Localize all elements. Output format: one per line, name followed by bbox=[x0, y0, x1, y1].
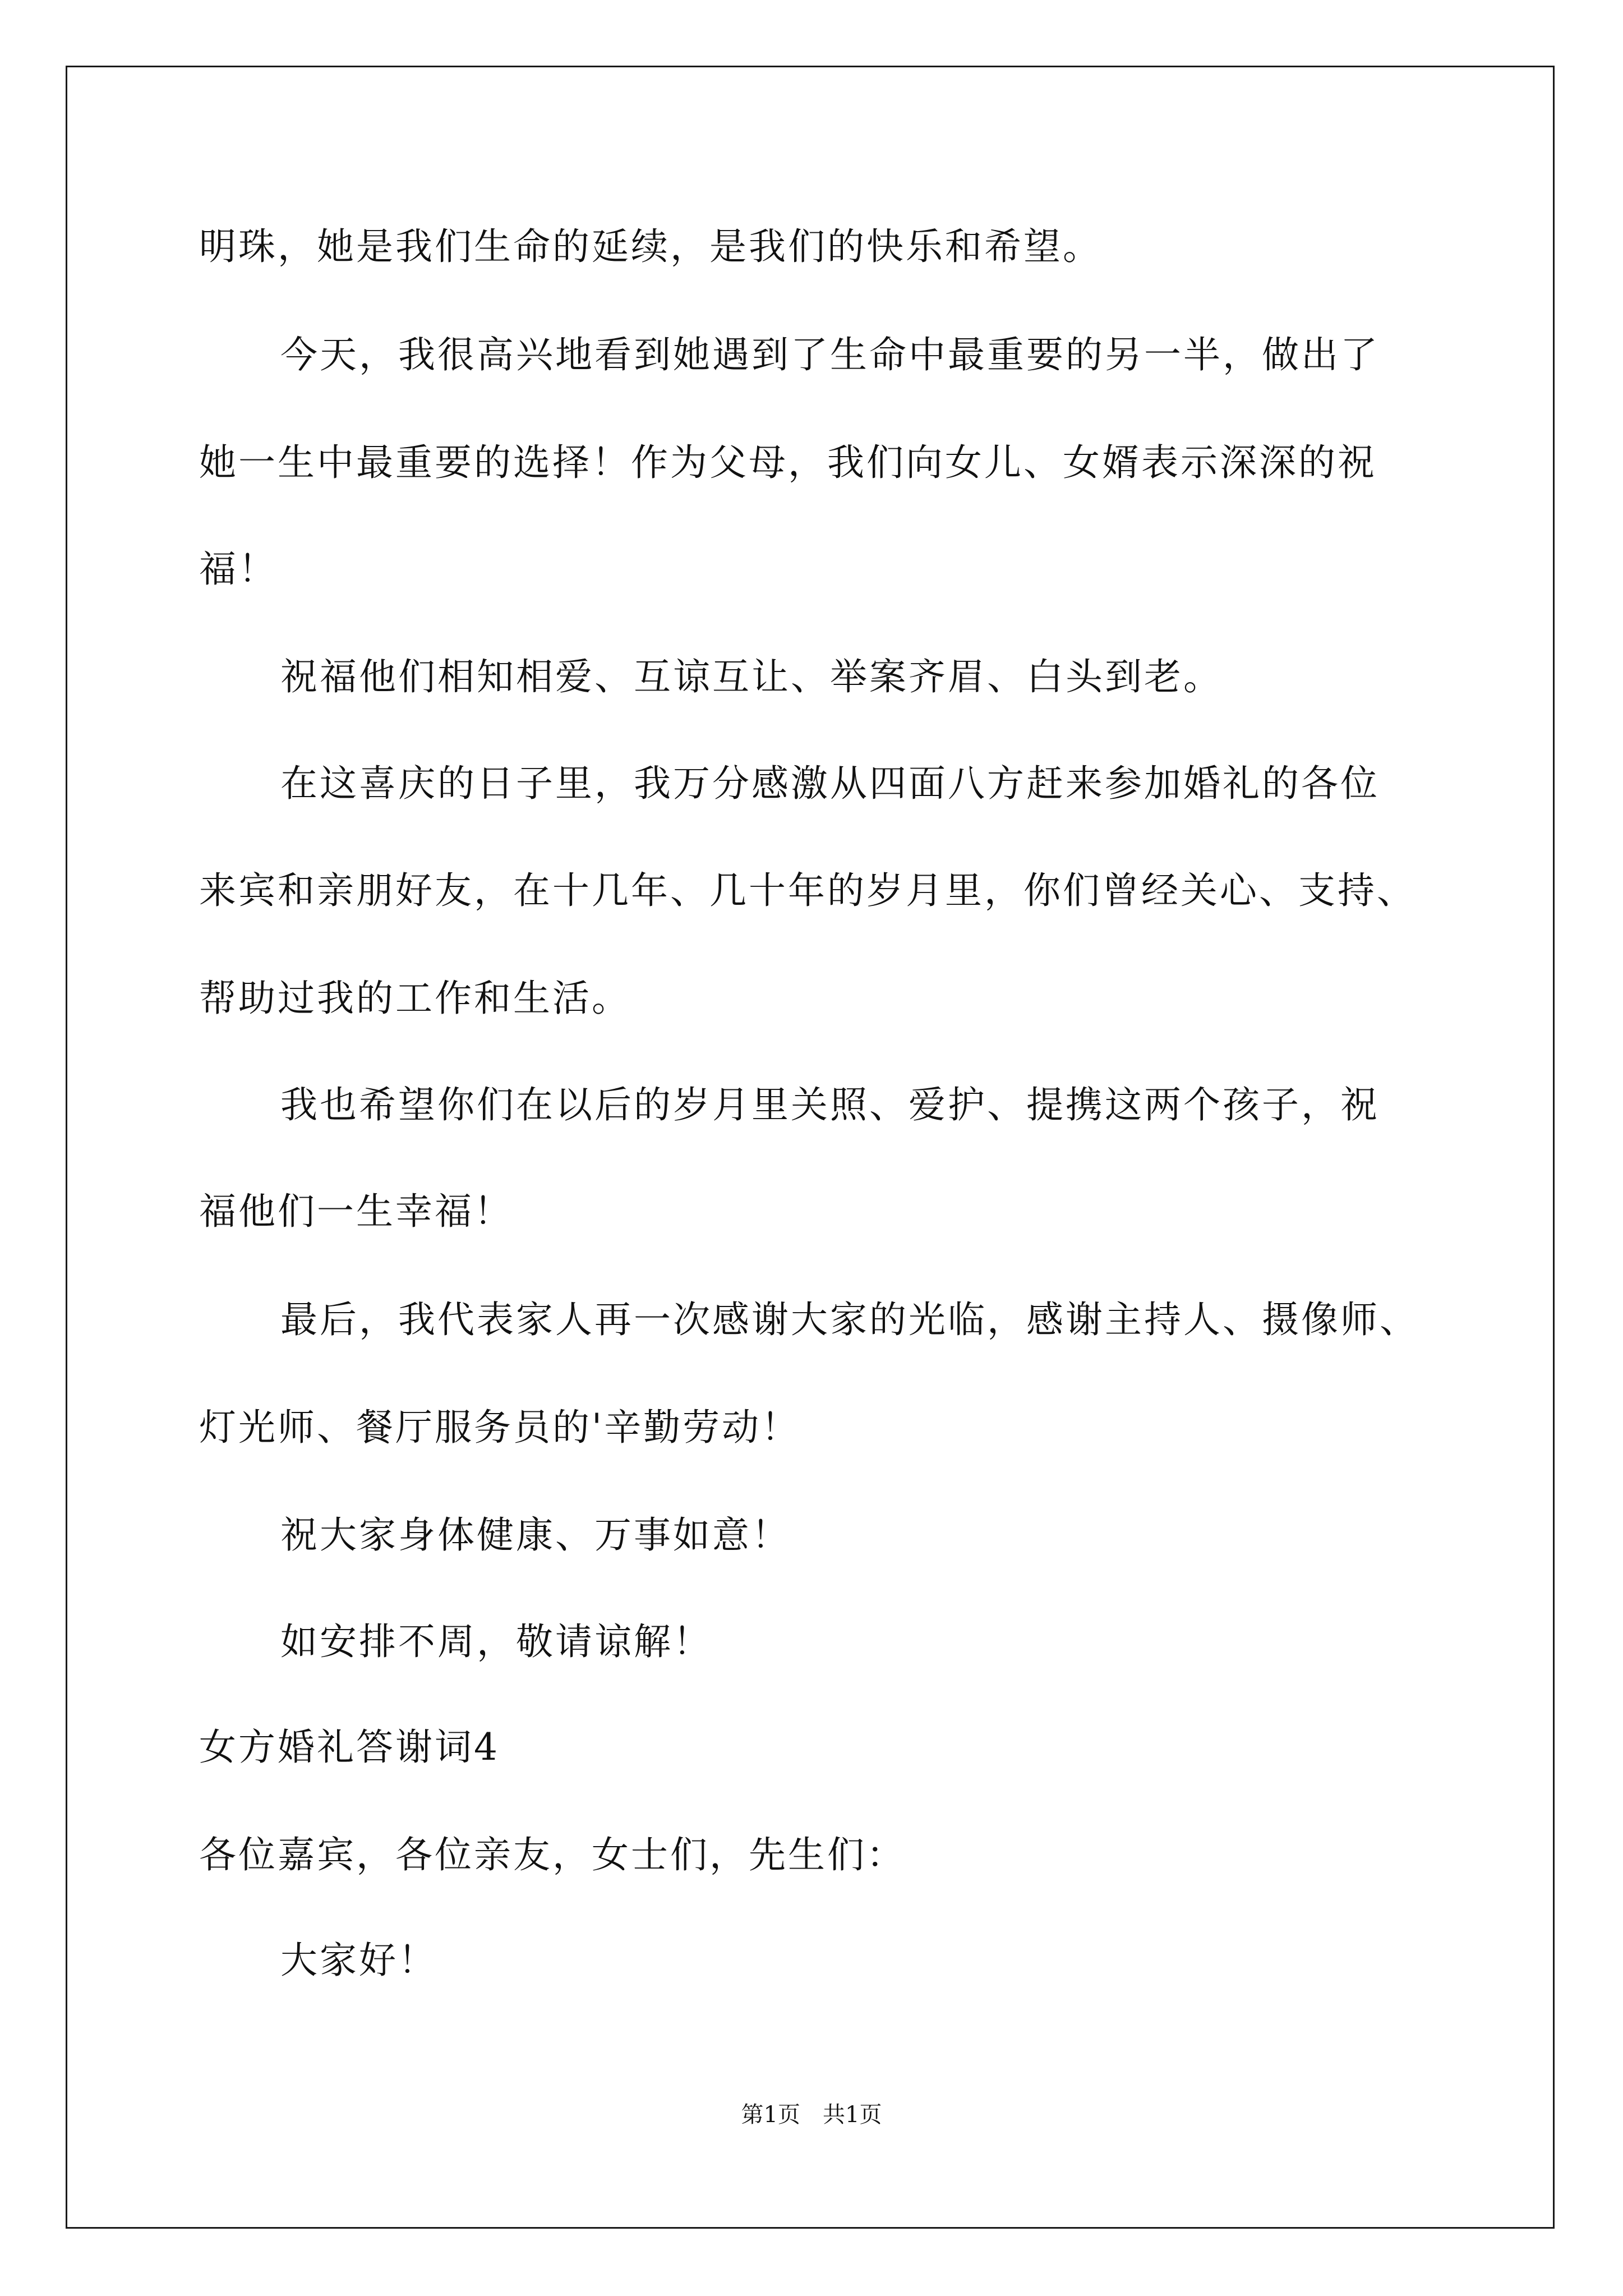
page-footer: 第1页 共1页 bbox=[741, 2102, 882, 2128]
salutation-line: 各位嘉宾，各位亲友，女士们，先生们： bbox=[199, 1833, 906, 1876]
paragraph-start-line: 今天，我很高兴地看到她遇到了生命中最重要的另一半，做出了 bbox=[280, 333, 1380, 376]
page-border bbox=[66, 66, 1555, 2229]
text-line: 福！ bbox=[199, 547, 278, 591]
paragraph-start-line: 祝福他们相知相爱、互谅互让、举案齐眉、白头到老。 bbox=[280, 655, 1223, 698]
paragraph-start-line: 我也希望你们在以后的岁月里关照、爱护、提携这两个孩子，祝 bbox=[280, 1083, 1380, 1126]
text-line: 来宾和亲朋好友，在十几年、几十年的岁月里，你们曾经关心、支持、 bbox=[199, 869, 1416, 912]
paragraph-start-line: 如安排不周，敬请谅解！ bbox=[280, 1620, 712, 1663]
section-heading: 女方婚礼答谢词4 bbox=[199, 1726, 500, 1769]
text-line: 她一生中最重要的选择！作为父母，我们向女儿、女婿表示深深的祝 bbox=[199, 441, 1377, 484]
text-line: 灯光师、餐厅服务员的'辛勤劳动！ bbox=[199, 1406, 801, 1449]
text-line: 帮助过我的工作和生活。 bbox=[199, 977, 631, 1020]
paragraph-start-line: 祝大家身体健康、万事如意！ bbox=[280, 1513, 791, 1557]
paragraph-start-line: 在这喜庆的日子里，我万分感激从四面八方赶来参加婚礼的各位 bbox=[280, 762, 1380, 805]
greeting-line: 大家好！ bbox=[280, 1939, 437, 1982]
paragraph-start-line: 最后，我代表家人再一次感谢大家的光临，感谢主持人、摄像师、 bbox=[280, 1298, 1419, 1341]
text-line: 明珠，她是我们生命的延续，是我们的快乐和希望。 bbox=[199, 225, 1102, 268]
text-line: 福他们一生幸福！ bbox=[199, 1190, 513, 1233]
